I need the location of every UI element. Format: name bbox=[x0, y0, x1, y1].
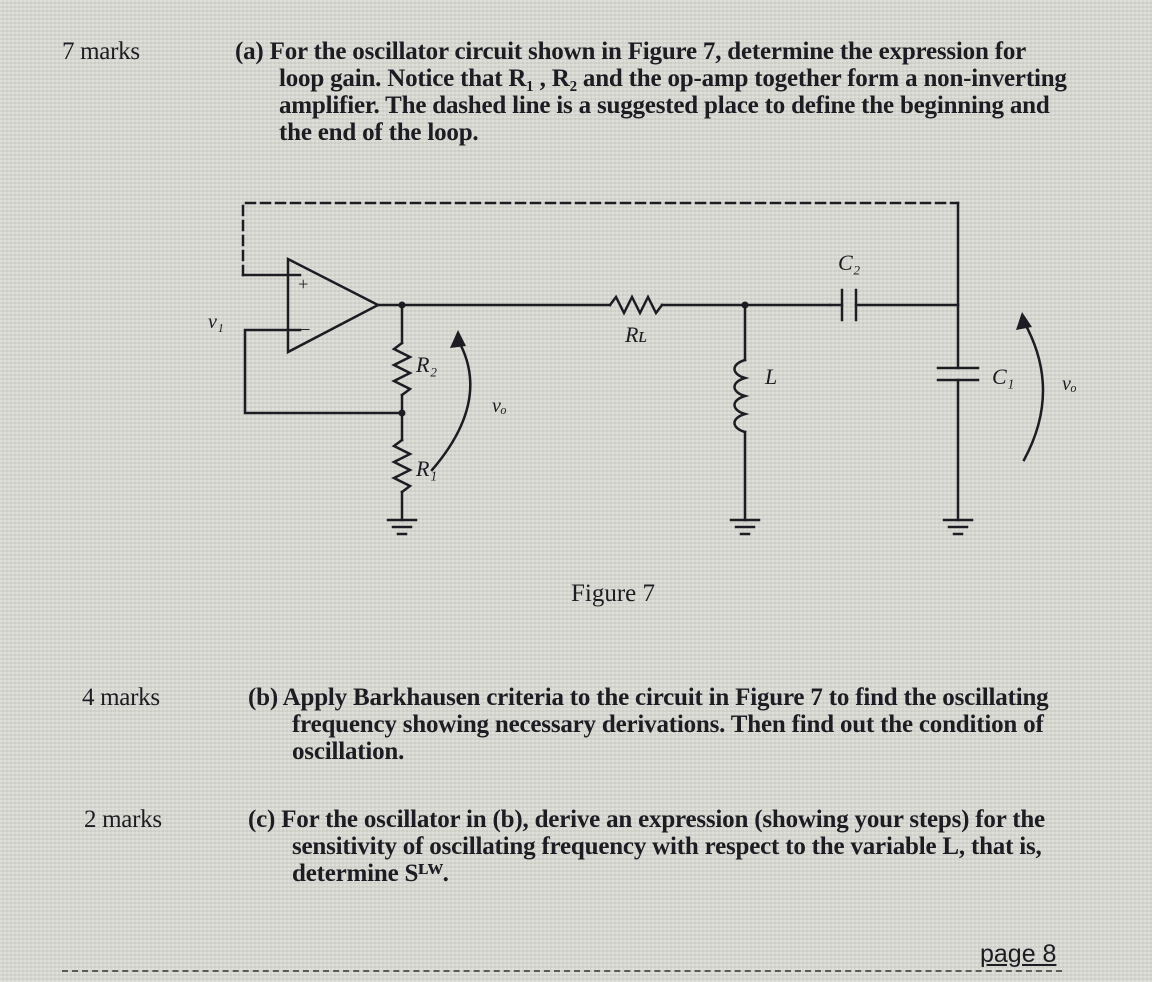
minus-input-feedback-wire bbox=[245, 330, 402, 413]
question-a-line-2: loop gain. Notice that R₁ , R₂ and the op-amp together form a non-inverting bbox=[279, 65, 1067, 92]
R2-label: R₂ bbox=[416, 352, 438, 377]
v1-label: v₁ bbox=[208, 311, 224, 333]
question-a-line-1: For the oscillator circuit shown in Figure 7, determine the expression for bbox=[269, 38, 1027, 65]
footer-rule bbox=[62, 970, 1062, 972]
question-c-line-1: For the oscillator in (b), derive an expression (showing your steps) for the bbox=[281, 806, 1045, 833]
vo-arrow bbox=[432, 340, 470, 470]
R1-label: R₁ bbox=[416, 456, 438, 481]
C2-label: C₂ bbox=[838, 250, 861, 275]
question-b-line-3: oscillation. bbox=[292, 738, 405, 765]
marks-c: 2 marks bbox=[84, 806, 162, 833]
resistor-R2 bbox=[394, 343, 410, 395]
question-c-label: (c) bbox=[248, 806, 276, 833]
C1-label: C₁ bbox=[992, 364, 1015, 389]
L-label: L bbox=[765, 364, 778, 389]
vo-arrowhead bbox=[450, 330, 466, 348]
question-a-label: (a) bbox=[235, 38, 264, 65]
resistor-RL bbox=[610, 297, 662, 313]
question-a-line-3: amplifier. The dashed line is a suggested place to define the beginning and bbox=[279, 92, 1050, 119]
figure-caption: Figure 7 bbox=[571, 580, 656, 607]
resistor-R1 bbox=[394, 440, 410, 492]
question-b-line-2: frequency showing necessary derivations. Then find out the condition of bbox=[292, 711, 1044, 738]
marks-a: 7 marks bbox=[62, 38, 140, 65]
marks-b: 4 marks bbox=[82, 684, 160, 711]
question-c-line-2: sensitivity of oscillating frequency with respect to the variable L, that is, bbox=[292, 833, 1042, 860]
page-number: page 8 bbox=[980, 940, 1057, 968]
question-c bbox=[248, 806, 1078, 887]
question-b-line-1: Apply Barkhausen criteria to the circuit in Figure 7 to find the oscillating bbox=[282, 684, 1049, 711]
op-amp-minus-label: − bbox=[298, 319, 312, 341]
question-b-label: (b) bbox=[248, 684, 278, 711]
RL-label: Rʟ bbox=[625, 322, 648, 347]
inductor-L bbox=[735, 360, 746, 432]
vf-arrowhead bbox=[1016, 312, 1032, 330]
question-a-line-4: the end of the loop. bbox=[279, 119, 479, 146]
vf-label: vₒ bbox=[1062, 373, 1077, 395]
question-b bbox=[248, 684, 1078, 765]
question-c-line-3: determine Sᴸᵂ. bbox=[292, 860, 449, 887]
vo-label: vₒ bbox=[492, 395, 507, 417]
op-amp-plus-label: + bbox=[297, 274, 310, 294]
vf-arrow bbox=[1024, 322, 1043, 460]
